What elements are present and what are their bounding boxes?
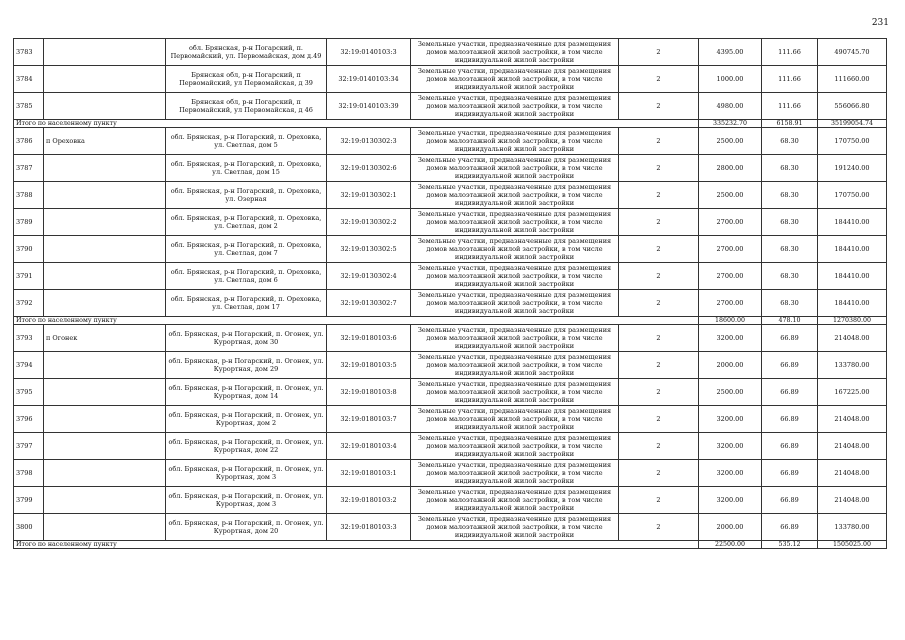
cadastral-value: 133780.00 bbox=[818, 352, 887, 379]
land-category: Земельные участки, предназначенные для размещения домов малоэтажной жилой застройки, в том числе индивидуальной жилой застройки bbox=[411, 352, 619, 379]
cadastral-number: 32:19:0130302:2 bbox=[327, 209, 411, 236]
table-row bbox=[14, 182, 887, 209]
locality-name bbox=[44, 406, 166, 433]
group-number: 2 bbox=[619, 290, 699, 317]
table-body bbox=[14, 39, 887, 549]
address: Брянская обл, р-н Погарский, п Первомайский, ул Первомайская, д 39 bbox=[166, 66, 327, 93]
locality-name bbox=[44, 290, 166, 317]
total-row bbox=[14, 541, 887, 549]
total-price: 535.12 bbox=[762, 541, 818, 549]
cadastral-number: 32:19:0180103:3 bbox=[327, 514, 411, 541]
area: 2700.00 bbox=[699, 209, 762, 236]
table-row bbox=[14, 379, 887, 406]
land-category: Земельные участки, предназначенные для размещения домов малоэтажной жилой застройки, в том числе индивидуальной жилой застройки bbox=[411, 128, 619, 155]
cadastral-value: 111660.00 bbox=[818, 66, 887, 93]
cadastral-value-table bbox=[13, 38, 887, 549]
cadastral-value: 184410.00 bbox=[818, 209, 887, 236]
group-number: 2 bbox=[619, 352, 699, 379]
total-row bbox=[14, 120, 887, 128]
row-number: 3790 bbox=[14, 236, 44, 263]
table-row bbox=[14, 325, 887, 352]
land-category: Земельные участки, предназначенные для размещения домов малоэтажной жилой застройки, в том числе индивидуальной жилой застройки bbox=[411, 66, 619, 93]
row-number: 3789 bbox=[14, 209, 44, 236]
address: обл. Брянская, р-н Погарский, п. Огонек, ул. Курортная, дом 30 bbox=[166, 325, 327, 352]
locality-name bbox=[44, 66, 166, 93]
locality-name bbox=[44, 236, 166, 263]
address: обл. Брянская, р-н Погарский, п. Ореховка, ул. Светлая, дом 15 bbox=[166, 155, 327, 182]
cadastral-number: 32:19:0130302:6 bbox=[327, 155, 411, 182]
locality-name: п Огонек bbox=[44, 325, 166, 352]
land-category: Земельные участки, предназначенные для размещения домов малоэтажной жилой застройки, в том числе индивидуальной жилой застройки bbox=[411, 406, 619, 433]
total-price: 478.10 bbox=[762, 317, 818, 325]
cadastral-number: 32:19:0130302:5 bbox=[327, 236, 411, 263]
unit-price: 66.89 bbox=[762, 514, 818, 541]
group-number: 2 bbox=[619, 487, 699, 514]
cadastral-number: 32:19:0130302:3 bbox=[327, 128, 411, 155]
land-category: Земельные участки, предназначенные для размещения домов малоэтажной жилой застройки, в том числе индивидуальной жилой застройки bbox=[411, 209, 619, 236]
group-number: 2 bbox=[619, 514, 699, 541]
cadastral-value: 214048.00 bbox=[818, 460, 887, 487]
table-row bbox=[14, 209, 887, 236]
area: 2000.00 bbox=[699, 514, 762, 541]
group-number: 2 bbox=[619, 433, 699, 460]
address: обл. Брянская, р-н Погарский, п. Ореховка, ул. Озерная bbox=[166, 182, 327, 209]
unit-price: 111.66 bbox=[762, 93, 818, 120]
row-number: 3784 bbox=[14, 66, 44, 93]
address: обл. Брянская, р-н Погарский, п. Ореховка, ул. Светлая, дом 5 bbox=[166, 128, 327, 155]
area: 2700.00 bbox=[699, 290, 762, 317]
address: обл. Брянская, р-н Погарский, п. Первомайский, ул. Первомайская, дом д.49 bbox=[166, 39, 327, 66]
row-number: 3787 bbox=[14, 155, 44, 182]
table-row bbox=[14, 155, 887, 182]
cadastral-value: 191240.00 bbox=[818, 155, 887, 182]
address: обл. Брянская, р-н Погарский, п. Огонек, ул. Курортная, дом 14 bbox=[166, 379, 327, 406]
cadastral-number: 32:19:0140103:39 bbox=[327, 93, 411, 120]
group-number: 2 bbox=[619, 209, 699, 236]
cadastral-number: 32:19:0180103:6 bbox=[327, 325, 411, 352]
land-category: Земельные участки, предназначенные для размещения домов малоэтажной жилой застройки, в том числе индивидуальной жилой застройки bbox=[411, 263, 619, 290]
locality-name bbox=[44, 263, 166, 290]
cadastral-number: 32:19:0140103:3 bbox=[327, 39, 411, 66]
cadastral-number: 32:19:0180103:1 bbox=[327, 460, 411, 487]
group-number: 2 bbox=[619, 66, 699, 93]
locality-name: п Ореховка bbox=[44, 128, 166, 155]
table-row bbox=[14, 236, 887, 263]
group-number: 2 bbox=[619, 182, 699, 209]
land-category: Земельные участки, предназначенные для размещения домов малоэтажной жилой застройки, в том числе индивидуальной жилой застройки bbox=[411, 433, 619, 460]
land-category: Земельные участки, предназначенные для размещения домов малоэтажной жилой застройки, в том числе индивидуальной жилой застройки bbox=[411, 325, 619, 352]
area: 3200.00 bbox=[699, 487, 762, 514]
cadastral-number: 32:19:0130302:4 bbox=[327, 263, 411, 290]
row-number: 3798 bbox=[14, 460, 44, 487]
cadastral-value: 490745.70 bbox=[818, 39, 887, 66]
area: 3200.00 bbox=[699, 460, 762, 487]
group-number: 2 bbox=[619, 39, 699, 66]
cadastral-number: 32:19:0180103:8 bbox=[327, 379, 411, 406]
total-label: Итого по населенному пункту bbox=[14, 317, 699, 325]
unit-price: 111.66 bbox=[762, 39, 818, 66]
area: 2800.00 bbox=[699, 155, 762, 182]
group-number: 2 bbox=[619, 155, 699, 182]
group-number: 2 bbox=[619, 406, 699, 433]
land-category: Земельные участки, предназначенные для размещения домов малоэтажной жилой застройки, в том числе индивидуальной жилой застройки bbox=[411, 155, 619, 182]
land-category: Земельные участки, предназначенные для размещения домов малоэтажной жилой застройки, в том числе индивидуальной жилой застройки bbox=[411, 236, 619, 263]
unit-price: 68.30 bbox=[762, 155, 818, 182]
table-row bbox=[14, 93, 887, 120]
address: обл. Брянская, р-н Погарский, п. Ореховка, ул. Светлая, дом 7 bbox=[166, 236, 327, 263]
address: обл. Брянская, р-н Погарский, п. Огонек, ул. Курортная, дом 3 bbox=[166, 460, 327, 487]
group-number: 2 bbox=[619, 379, 699, 406]
land-category: Земельные участки, предназначенные для размещения домов малоэтажной жилой застройки, в том числе индивидуальной жилой застройки bbox=[411, 487, 619, 514]
group-number: 2 bbox=[619, 263, 699, 290]
row-number: 3793 bbox=[14, 325, 44, 352]
table-row bbox=[14, 66, 887, 93]
unit-price: 68.30 bbox=[762, 209, 818, 236]
table-row bbox=[14, 487, 887, 514]
total-value: 1505025.00 bbox=[818, 541, 887, 549]
row-number: 3797 bbox=[14, 433, 44, 460]
table-row bbox=[14, 39, 887, 66]
table-row bbox=[14, 290, 887, 317]
table-row bbox=[14, 406, 887, 433]
area: 2500.00 bbox=[699, 379, 762, 406]
area: 3200.00 bbox=[699, 433, 762, 460]
unit-price: 66.89 bbox=[762, 433, 818, 460]
area: 3200.00 bbox=[699, 406, 762, 433]
locality-name bbox=[44, 39, 166, 66]
cadastral-number: 32:19:0130302:7 bbox=[327, 290, 411, 317]
cadastral-value: 556066.80 bbox=[818, 93, 887, 120]
unit-price: 66.89 bbox=[762, 406, 818, 433]
row-number: 3785 bbox=[14, 93, 44, 120]
cadastral-value: 214048.00 bbox=[818, 406, 887, 433]
unit-price: 68.30 bbox=[762, 182, 818, 209]
cadastral-number: 32:19:0180103:2 bbox=[327, 487, 411, 514]
land-category: Земельные участки, предназначенные для размещения домов малоэтажной жилой застройки, в том числе индивидуальной жилой застройки bbox=[411, 379, 619, 406]
cadastral-value: 184410.00 bbox=[818, 236, 887, 263]
area: 2700.00 bbox=[699, 236, 762, 263]
row-number: 3794 bbox=[14, 352, 44, 379]
area: 2500.00 bbox=[699, 182, 762, 209]
cadastral-value: 170750.00 bbox=[818, 128, 887, 155]
unit-price: 66.89 bbox=[762, 379, 818, 406]
land-category: Земельные участки, предназначенные для размещения домов малоэтажной жилой застройки, в том числе индивидуальной жилой застройки bbox=[411, 514, 619, 541]
area: 2700.00 bbox=[699, 263, 762, 290]
land-category: Земельные участки, предназначенные для размещения домов малоэтажной жилой застройки, в том числе индивидуальной жилой застройки bbox=[411, 290, 619, 317]
land-category: Земельные участки, предназначенные для размещения домов малоэтажной жилой застройки, в том числе индивидуальной жилой застройки bbox=[411, 460, 619, 487]
unit-price: 68.30 bbox=[762, 263, 818, 290]
group-number: 2 bbox=[619, 128, 699, 155]
table-row bbox=[14, 433, 887, 460]
unit-price: 68.30 bbox=[762, 290, 818, 317]
table-row bbox=[14, 352, 887, 379]
unit-price: 66.89 bbox=[762, 325, 818, 352]
address: обл. Брянская, р-н Погарский, п. Ореховка, ул. Светлая, дом 17 bbox=[166, 290, 327, 317]
area: 3200.00 bbox=[699, 325, 762, 352]
total-label: Итого по населенному пункту bbox=[14, 541, 699, 549]
unit-price: 66.89 bbox=[762, 487, 818, 514]
cadastral-number: 32:19:0130302:1 bbox=[327, 182, 411, 209]
total-area: 335232.70 bbox=[699, 120, 762, 128]
group-number: 2 bbox=[619, 460, 699, 487]
land-category: Земельные участки, предназначенные для размещения домов малоэтажной жилой застройки, в том числе индивидуальной жилой застройки bbox=[411, 182, 619, 209]
cadastral-value: 214048.00 bbox=[818, 325, 887, 352]
table-row bbox=[14, 128, 887, 155]
row-number: 3795 bbox=[14, 379, 44, 406]
unit-price: 68.30 bbox=[762, 128, 818, 155]
group-number: 2 bbox=[619, 93, 699, 120]
cadastral-number: 32:19:0140103:34 bbox=[327, 66, 411, 93]
row-number: 3786 bbox=[14, 128, 44, 155]
row-number: 3799 bbox=[14, 487, 44, 514]
address: обл. Брянская, р-н Погарский, п. Ореховка, ул. Светлая, дом 6 bbox=[166, 263, 327, 290]
address: обл. Брянская, р-н Погарский, п. Огонек, ул. Курортная, дом 2 bbox=[166, 406, 327, 433]
address: обл. Брянская, р-н Погарский, п. Огонек, ул. Курортная, дом 3 bbox=[166, 487, 327, 514]
table-row bbox=[14, 514, 887, 541]
row-number: 3792 bbox=[14, 290, 44, 317]
total-value: 1270380.00 bbox=[818, 317, 887, 325]
locality-name bbox=[44, 182, 166, 209]
address: обл. Брянская, р-н Погарский, п. Огонек, ул. Курортная, дом 29 bbox=[166, 352, 327, 379]
cadastral-value: 167225.00 bbox=[818, 379, 887, 406]
cadastral-number: 32:19:0180103:4 bbox=[327, 433, 411, 460]
locality-name bbox=[44, 209, 166, 236]
row-number: 3800 bbox=[14, 514, 44, 541]
land-category: Земельные участки, предназначенные для размещения домов малоэтажной жилой застройки, в том числе индивидуальной жилой застройки bbox=[411, 39, 619, 66]
row-number: 3783 bbox=[14, 39, 44, 66]
total-row bbox=[14, 317, 887, 325]
cadastral-number: 32:19:0180103:7 bbox=[327, 406, 411, 433]
locality-name bbox=[44, 352, 166, 379]
area: 2500.00 bbox=[699, 128, 762, 155]
cadastral-value: 170750.00 bbox=[818, 182, 887, 209]
cadastral-number: 32:19:0180103:5 bbox=[327, 352, 411, 379]
address: Брянская обл, р-н Погарский, п Первомайский, ул Первомайская, д 46 bbox=[166, 93, 327, 120]
area: 4395.00 bbox=[699, 39, 762, 66]
page-number: 231 bbox=[871, 18, 889, 28]
cadastral-value: 214048.00 bbox=[818, 433, 887, 460]
address: обл. Брянская, р-н Погарский, п. Огонек, ул. Курортная, дом 20 bbox=[166, 514, 327, 541]
cadastral-value: 184410.00 bbox=[818, 263, 887, 290]
unit-price: 111.66 bbox=[762, 66, 818, 93]
address: обл. Брянская, р-н Погарский, п. Огонек, ул. Курортная, дом 22 bbox=[166, 433, 327, 460]
total-area: 18600.00 bbox=[699, 317, 762, 325]
cadastral-value: 184410.00 bbox=[818, 290, 887, 317]
locality-name bbox=[44, 93, 166, 120]
locality-name bbox=[44, 379, 166, 406]
address: обл. Брянская, р-н Погарский, п. Ореховка, ул. Светлая, дом 2 bbox=[166, 209, 327, 236]
area: 2000.00 bbox=[699, 352, 762, 379]
unit-price: 68.30 bbox=[762, 236, 818, 263]
unit-price: 66.89 bbox=[762, 352, 818, 379]
area: 1000.00 bbox=[699, 66, 762, 93]
table-row bbox=[14, 460, 887, 487]
locality-name bbox=[44, 433, 166, 460]
table-row bbox=[14, 263, 887, 290]
total-price: 6158.91 bbox=[762, 120, 818, 128]
total-value: 35199054.74 bbox=[818, 120, 887, 128]
total-area: 22500.00 bbox=[699, 541, 762, 549]
unit-price: 66.89 bbox=[762, 460, 818, 487]
group-number: 2 bbox=[619, 325, 699, 352]
locality-name bbox=[44, 460, 166, 487]
cadastral-value: 214048.00 bbox=[818, 487, 887, 514]
group-number: 2 bbox=[619, 236, 699, 263]
cadastral-value: 133780.00 bbox=[818, 514, 887, 541]
locality-name bbox=[44, 514, 166, 541]
area: 4980.00 bbox=[699, 93, 762, 120]
land-category: Земельные участки, предназначенные для размещения домов малоэтажной жилой застройки, в том числе индивидуальной жилой застройки bbox=[411, 93, 619, 120]
row-number: 3796 bbox=[14, 406, 44, 433]
total-label: Итого по населенному пункту bbox=[14, 120, 699, 128]
locality-name bbox=[44, 487, 166, 514]
row-number: 3788 bbox=[14, 182, 44, 209]
locality-name bbox=[44, 155, 166, 182]
row-number: 3791 bbox=[14, 263, 44, 290]
